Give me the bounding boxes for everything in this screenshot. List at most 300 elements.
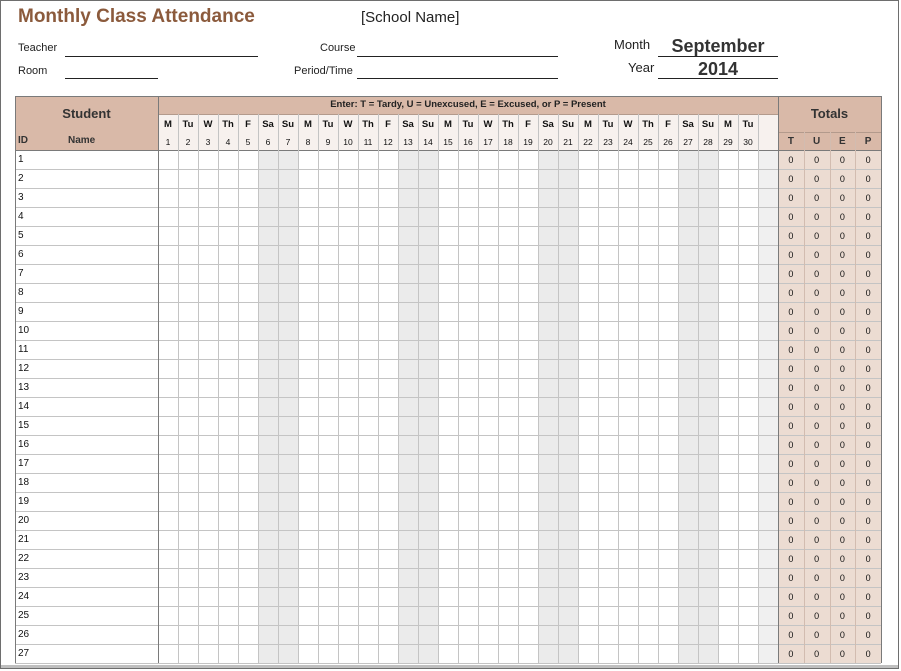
attendance-cell[interactable] xyxy=(238,150,258,169)
attendance-cell[interactable] xyxy=(678,568,698,587)
attendance-cell[interactable] xyxy=(438,378,458,397)
attendance-cell[interactable] xyxy=(698,207,718,226)
attendance-cell[interactable] xyxy=(738,435,758,454)
attendance-cell[interactable] xyxy=(698,321,718,340)
attendance-cell[interactable] xyxy=(398,283,418,302)
attendance-cell[interactable] xyxy=(258,207,278,226)
attendance-cell[interactable] xyxy=(178,492,198,511)
attendance-cell[interactable] xyxy=(638,606,658,625)
attendance-cell[interactable] xyxy=(178,321,198,340)
attendance-cell[interactable] xyxy=(458,283,478,302)
student-name-cell[interactable] xyxy=(40,321,158,340)
attendance-cell[interactable] xyxy=(738,587,758,606)
attendance-cell[interactable] xyxy=(178,207,198,226)
attendance-cell[interactable] xyxy=(618,226,638,245)
student-name-cell[interactable] xyxy=(40,397,158,416)
attendance-cell[interactable] xyxy=(498,188,518,207)
attendance-cell[interactable] xyxy=(318,264,338,283)
attendance-cell[interactable] xyxy=(658,302,678,321)
attendance-cell[interactable] xyxy=(258,150,278,169)
attendance-cell[interactable] xyxy=(258,454,278,473)
attendance-cell[interactable] xyxy=(658,264,678,283)
attendance-cell[interactable] xyxy=(498,549,518,568)
attendance-cell[interactable] xyxy=(278,321,298,340)
attendance-cell[interactable] xyxy=(658,169,678,188)
attendance-cell[interactable] xyxy=(418,340,438,359)
attendance-cell[interactable] xyxy=(678,169,698,188)
attendance-cell[interactable] xyxy=(718,416,738,435)
attendance-cell[interactable] xyxy=(718,492,738,511)
attendance-cell[interactable] xyxy=(678,226,698,245)
attendance-cell[interactable] xyxy=(298,340,318,359)
attendance-cell[interactable] xyxy=(458,397,478,416)
attendance-cell[interactable] xyxy=(638,188,658,207)
attendance-cell[interactable] xyxy=(738,226,758,245)
attendance-cell[interactable] xyxy=(518,549,538,568)
attendance-cell[interactable] xyxy=(378,454,398,473)
attendance-cell[interactable] xyxy=(418,625,438,644)
attendance-cell[interactable] xyxy=(718,207,738,226)
attendance-cell[interactable] xyxy=(218,454,238,473)
attendance-cell[interactable] xyxy=(198,226,218,245)
attendance-cell[interactable] xyxy=(178,302,198,321)
attendance-cell[interactable] xyxy=(438,397,458,416)
attendance-cell[interactable] xyxy=(258,549,278,568)
attendance-cell[interactable] xyxy=(438,340,458,359)
attendance-cell[interactable] xyxy=(578,511,598,530)
attendance-cell[interactable] xyxy=(538,302,558,321)
attendance-cell[interactable] xyxy=(438,416,458,435)
student-name-cell[interactable] xyxy=(40,492,158,511)
attendance-cell[interactable] xyxy=(358,511,378,530)
attendance-cell[interactable] xyxy=(598,226,618,245)
attendance-cell[interactable] xyxy=(458,150,478,169)
attendance-cell[interactable] xyxy=(598,150,618,169)
attendance-cell[interactable] xyxy=(158,606,178,625)
attendance-cell[interactable] xyxy=(618,397,638,416)
attendance-cell[interactable] xyxy=(518,416,538,435)
attendance-cell[interactable] xyxy=(198,416,218,435)
attendance-cell[interactable] xyxy=(378,226,398,245)
attendance-cell[interactable] xyxy=(178,644,198,663)
attendance-cell[interactable] xyxy=(678,359,698,378)
attendance-cell[interactable] xyxy=(518,340,538,359)
attendance-cell[interactable] xyxy=(478,207,498,226)
attendance-cell[interactable] xyxy=(498,378,518,397)
attendance-cell[interactable] xyxy=(598,606,618,625)
attendance-cell[interactable] xyxy=(558,473,578,492)
attendance-cell[interactable] xyxy=(558,359,578,378)
attendance-cell[interactable] xyxy=(718,454,738,473)
attendance-cell[interactable] xyxy=(398,530,418,549)
attendance-cell[interactable] xyxy=(198,283,218,302)
attendance-cell[interactable] xyxy=(618,378,638,397)
attendance-cell[interactable] xyxy=(158,587,178,606)
attendance-cell[interactable] xyxy=(458,302,478,321)
attendance-cell[interactable] xyxy=(278,473,298,492)
student-name-cell[interactable] xyxy=(40,568,158,587)
attendance-cell[interactable] xyxy=(318,283,338,302)
attendance-cell[interactable] xyxy=(338,283,358,302)
attendance-cell[interactable] xyxy=(598,435,618,454)
attendance-cell[interactable] xyxy=(698,606,718,625)
attendance-cell[interactable] xyxy=(218,473,238,492)
attendance-cell[interactable] xyxy=(278,587,298,606)
attendance-cell[interactable] xyxy=(198,150,218,169)
attendance-cell[interactable] xyxy=(398,473,418,492)
attendance-cell[interactable] xyxy=(578,264,598,283)
attendance-cell[interactable] xyxy=(478,397,498,416)
attendance-cell[interactable] xyxy=(518,492,538,511)
attendance-cell[interactable] xyxy=(678,188,698,207)
attendance-cell[interactable] xyxy=(718,397,738,416)
attendance-cell[interactable] xyxy=(478,606,498,625)
attendance-cell[interactable] xyxy=(318,606,338,625)
attendance-cell[interactable] xyxy=(498,454,518,473)
attendance-cell[interactable] xyxy=(438,435,458,454)
attendance-cell[interactable] xyxy=(278,454,298,473)
attendance-cell[interactable] xyxy=(718,473,738,492)
attendance-cell[interactable] xyxy=(258,283,278,302)
attendance-cell[interactable] xyxy=(298,321,318,340)
attendance-cell[interactable] xyxy=(638,435,658,454)
attendance-cell[interactable] xyxy=(658,378,678,397)
attendance-cell[interactable] xyxy=(398,188,418,207)
attendance-cell[interactable] xyxy=(358,435,378,454)
attendance-cell[interactable] xyxy=(658,454,678,473)
attendance-cell[interactable] xyxy=(158,264,178,283)
attendance-cell[interactable] xyxy=(578,587,598,606)
student-name-cell[interactable] xyxy=(40,435,158,454)
attendance-cell[interactable] xyxy=(658,473,678,492)
student-name-cell[interactable] xyxy=(40,549,158,568)
attendance-cell[interactable] xyxy=(338,302,358,321)
attendance-cell[interactable] xyxy=(638,397,658,416)
attendance-cell[interactable] xyxy=(618,188,638,207)
attendance-cell[interactable] xyxy=(498,226,518,245)
attendance-cell[interactable] xyxy=(178,245,198,264)
attendance-cell[interactable] xyxy=(558,264,578,283)
attendance-cell[interactable] xyxy=(698,416,718,435)
attendance-cell[interactable] xyxy=(638,207,658,226)
attendance-cell[interactable] xyxy=(218,568,238,587)
attendance-cell[interactable] xyxy=(518,473,538,492)
attendance-cell[interactable] xyxy=(478,321,498,340)
attendance-cell[interactable] xyxy=(638,568,658,587)
attendance-cell[interactable] xyxy=(258,245,278,264)
student-name-cell[interactable] xyxy=(40,378,158,397)
attendance-cell[interactable] xyxy=(558,435,578,454)
attendance-cell[interactable] xyxy=(438,492,458,511)
attendance-cell[interactable] xyxy=(658,625,678,644)
attendance-cell[interactable] xyxy=(378,568,398,587)
attendance-cell[interactable] xyxy=(418,264,438,283)
attendance-cell[interactable] xyxy=(278,435,298,454)
attendance-cell[interactable] xyxy=(638,245,658,264)
attendance-cell[interactable] xyxy=(658,549,678,568)
attendance-cell[interactable] xyxy=(678,207,698,226)
attendance-cell[interactable] xyxy=(678,150,698,169)
attendance-cell[interactable] xyxy=(538,340,558,359)
attendance-cell[interactable] xyxy=(518,454,538,473)
attendance-cell[interactable] xyxy=(578,245,598,264)
attendance-cell[interactable] xyxy=(518,587,538,606)
attendance-cell[interactable] xyxy=(178,549,198,568)
attendance-cell[interactable] xyxy=(678,606,698,625)
attendance-cell[interactable] xyxy=(638,283,658,302)
attendance-cell[interactable] xyxy=(278,150,298,169)
attendance-cell[interactable] xyxy=(618,644,638,663)
attendance-cell[interactable] xyxy=(338,264,358,283)
attendance-cell[interactable] xyxy=(498,150,518,169)
attendance-cell[interactable] xyxy=(478,492,498,511)
attendance-cell[interactable] xyxy=(178,397,198,416)
attendance-cell[interactable] xyxy=(398,606,418,625)
attendance-cell[interactable] xyxy=(318,492,338,511)
attendance-cell[interactable] xyxy=(458,340,478,359)
attendance-cell[interactable] xyxy=(618,568,638,587)
month-value[interactable]: September xyxy=(671,36,765,56)
attendance-cell[interactable] xyxy=(198,245,218,264)
attendance-cell[interactable] xyxy=(558,549,578,568)
period-field[interactable] xyxy=(357,78,558,79)
attendance-cell[interactable] xyxy=(218,549,238,568)
attendance-cell[interactable] xyxy=(278,625,298,644)
attendance-cell[interactable] xyxy=(678,435,698,454)
attendance-cell[interactable] xyxy=(218,169,238,188)
attendance-cell[interactable] xyxy=(178,587,198,606)
room-field[interactable] xyxy=(65,78,158,79)
attendance-cell[interactable] xyxy=(718,511,738,530)
attendance-cell[interactable] xyxy=(738,245,758,264)
student-name-cell[interactable] xyxy=(40,416,158,435)
attendance-cell[interactable] xyxy=(618,416,638,435)
attendance-cell[interactable] xyxy=(378,644,398,663)
attendance-cell[interactable] xyxy=(718,188,738,207)
attendance-cell[interactable] xyxy=(258,644,278,663)
attendance-cell[interactable] xyxy=(538,264,558,283)
attendance-cell[interactable] xyxy=(318,150,338,169)
attendance-cell[interactable] xyxy=(218,150,238,169)
attendance-cell[interactable] xyxy=(538,359,558,378)
attendance-cell[interactable] xyxy=(198,606,218,625)
attendance-cell[interactable] xyxy=(698,188,718,207)
attendance-cell[interactable] xyxy=(738,606,758,625)
attendance-cell[interactable] xyxy=(338,473,358,492)
attendance-cell[interactable] xyxy=(198,435,218,454)
attendance-cell[interactable] xyxy=(498,321,518,340)
attendance-cell[interactable] xyxy=(358,188,378,207)
attendance-cell[interactable] xyxy=(458,321,478,340)
attendance-cell[interactable] xyxy=(378,530,398,549)
attendance-cell[interactable] xyxy=(418,644,438,663)
attendance-cell[interactable] xyxy=(638,625,658,644)
attendance-cell[interactable] xyxy=(578,340,598,359)
attendance-cell[interactable] xyxy=(378,492,398,511)
attendance-cell[interactable] xyxy=(298,188,318,207)
attendance-cell[interactable] xyxy=(538,188,558,207)
attendance-cell[interactable] xyxy=(198,169,218,188)
attendance-cell[interactable] xyxy=(178,264,198,283)
attendance-cell[interactable] xyxy=(558,169,578,188)
attendance-cell[interactable] xyxy=(298,625,318,644)
attendance-cell[interactable] xyxy=(578,530,598,549)
attendance-cell[interactable] xyxy=(158,188,178,207)
attendance-cell[interactable] xyxy=(218,359,238,378)
attendance-cell[interactable] xyxy=(358,644,378,663)
attendance-cell[interactable] xyxy=(498,568,518,587)
attendance-cell[interactable] xyxy=(318,359,338,378)
attendance-cell[interactable] xyxy=(278,568,298,587)
attendance-cell[interactable] xyxy=(318,226,338,245)
attendance-cell[interactable] xyxy=(238,340,258,359)
course-field[interactable] xyxy=(357,56,558,57)
attendance-cell[interactable] xyxy=(218,321,238,340)
attendance-cell[interactable] xyxy=(598,549,618,568)
attendance-cell[interactable] xyxy=(698,397,718,416)
attendance-cell[interactable] xyxy=(298,473,318,492)
attendance-cell[interactable] xyxy=(698,625,718,644)
attendance-cell[interactable] xyxy=(698,302,718,321)
attendance-cell[interactable] xyxy=(438,530,458,549)
attendance-cell[interactable] xyxy=(458,625,478,644)
attendance-cell[interactable] xyxy=(558,226,578,245)
attendance-cell[interactable] xyxy=(478,378,498,397)
attendance-cell[interactable] xyxy=(318,245,338,264)
attendance-cell[interactable] xyxy=(698,264,718,283)
attendance-cell[interactable] xyxy=(678,378,698,397)
student-name-cell[interactable] xyxy=(40,188,158,207)
attendance-cell[interactable] xyxy=(598,321,618,340)
attendance-cell[interactable] xyxy=(338,492,358,511)
attendance-cell[interactable] xyxy=(218,302,238,321)
attendance-cell[interactable] xyxy=(538,169,558,188)
attendance-cell[interactable] xyxy=(638,169,658,188)
attendance-cell[interactable] xyxy=(478,416,498,435)
teacher-field[interactable] xyxy=(65,56,258,57)
attendance-cell[interactable] xyxy=(718,226,738,245)
attendance-cell[interactable] xyxy=(478,264,498,283)
attendance-cell[interactable] xyxy=(518,283,538,302)
attendance-cell[interactable] xyxy=(518,435,538,454)
attendance-cell[interactable] xyxy=(178,473,198,492)
attendance-cell[interactable] xyxy=(578,207,598,226)
attendance-cell[interactable] xyxy=(518,397,538,416)
attendance-cell[interactable] xyxy=(398,169,418,188)
attendance-cell[interactable] xyxy=(478,454,498,473)
attendance-cell[interactable] xyxy=(318,397,338,416)
attendance-cell[interactable] xyxy=(278,188,298,207)
attendance-cell[interactable] xyxy=(238,397,258,416)
attendance-cell[interactable] xyxy=(518,169,538,188)
attendance-cell[interactable] xyxy=(458,416,478,435)
attendance-cell[interactable] xyxy=(718,359,738,378)
attendance-cell[interactable] xyxy=(158,283,178,302)
attendance-cell[interactable] xyxy=(698,644,718,663)
attendance-cell[interactable] xyxy=(218,264,238,283)
attendance-cell[interactable] xyxy=(418,188,438,207)
attendance-cell[interactable] xyxy=(458,568,478,587)
attendance-cell[interactable] xyxy=(398,454,418,473)
attendance-cell[interactable] xyxy=(458,644,478,663)
attendance-cell[interactable] xyxy=(518,321,538,340)
attendance-cell[interactable] xyxy=(418,511,438,530)
attendance-cell[interactable] xyxy=(238,454,258,473)
attendance-cell[interactable] xyxy=(658,644,678,663)
attendance-cell[interactable] xyxy=(598,397,618,416)
student-name-cell[interactable] xyxy=(40,207,158,226)
attendance-cell[interactable] xyxy=(298,245,318,264)
attendance-cell[interactable] xyxy=(678,321,698,340)
attendance-cell[interactable] xyxy=(398,378,418,397)
attendance-cell[interactable] xyxy=(618,549,638,568)
attendance-cell[interactable] xyxy=(238,226,258,245)
attendance-cell[interactable] xyxy=(258,169,278,188)
attendance-cell[interactable] xyxy=(698,378,718,397)
attendance-cell[interactable] xyxy=(418,454,438,473)
attendance-cell[interactable] xyxy=(218,625,238,644)
attendance-cell[interactable] xyxy=(578,492,598,511)
attendance-cell[interactable] xyxy=(458,435,478,454)
attendance-cell[interactable] xyxy=(218,283,238,302)
attendance-cell[interactable] xyxy=(398,397,418,416)
attendance-cell[interactable] xyxy=(418,473,438,492)
attendance-cell[interactable] xyxy=(318,511,338,530)
attendance-cell[interactable] xyxy=(418,568,438,587)
attendance-cell[interactable] xyxy=(338,454,358,473)
attendance-cell[interactable] xyxy=(278,169,298,188)
attendance-cell[interactable] xyxy=(318,207,338,226)
attendance-cell[interactable] xyxy=(398,226,418,245)
attendance-cell[interactable] xyxy=(238,416,258,435)
attendance-cell[interactable] xyxy=(478,245,498,264)
attendance-cell[interactable] xyxy=(378,473,398,492)
attendance-cell[interactable] xyxy=(598,416,618,435)
attendance-cell[interactable] xyxy=(498,283,518,302)
attendance-cell[interactable] xyxy=(418,378,438,397)
attendance-cell[interactable] xyxy=(638,454,658,473)
attendance-cell[interactable] xyxy=(378,169,398,188)
attendance-cell[interactable] xyxy=(378,321,398,340)
attendance-cell[interactable] xyxy=(518,150,538,169)
attendance-cell[interactable] xyxy=(358,492,378,511)
attendance-cell[interactable] xyxy=(718,549,738,568)
attendance-cell[interactable] xyxy=(258,302,278,321)
attendance-cell[interactable] xyxy=(378,511,398,530)
attendance-cell[interactable] xyxy=(398,568,418,587)
attendance-cell[interactable] xyxy=(338,207,358,226)
attendance-cell[interactable] xyxy=(558,321,578,340)
attendance-cell[interactable] xyxy=(438,606,458,625)
attendance-cell[interactable] xyxy=(498,397,518,416)
attendance-cell[interactable] xyxy=(238,207,258,226)
attendance-cell[interactable] xyxy=(458,511,478,530)
attendance-cell[interactable] xyxy=(298,454,318,473)
attendance-cell[interactable] xyxy=(598,340,618,359)
attendance-cell[interactable] xyxy=(538,606,558,625)
attendance-cell[interactable] xyxy=(418,435,438,454)
attendance-cell[interactable] xyxy=(418,492,438,511)
attendance-cell[interactable] xyxy=(158,359,178,378)
attendance-cell[interactable] xyxy=(258,473,278,492)
attendance-cell[interactable] xyxy=(178,568,198,587)
attendance-cell[interactable] xyxy=(678,302,698,321)
attendance-cell[interactable] xyxy=(318,473,338,492)
attendance-cell[interactable] xyxy=(238,473,258,492)
attendance-cell[interactable] xyxy=(498,416,518,435)
attendance-cell[interactable] xyxy=(698,568,718,587)
attendance-cell[interactable] xyxy=(158,568,178,587)
